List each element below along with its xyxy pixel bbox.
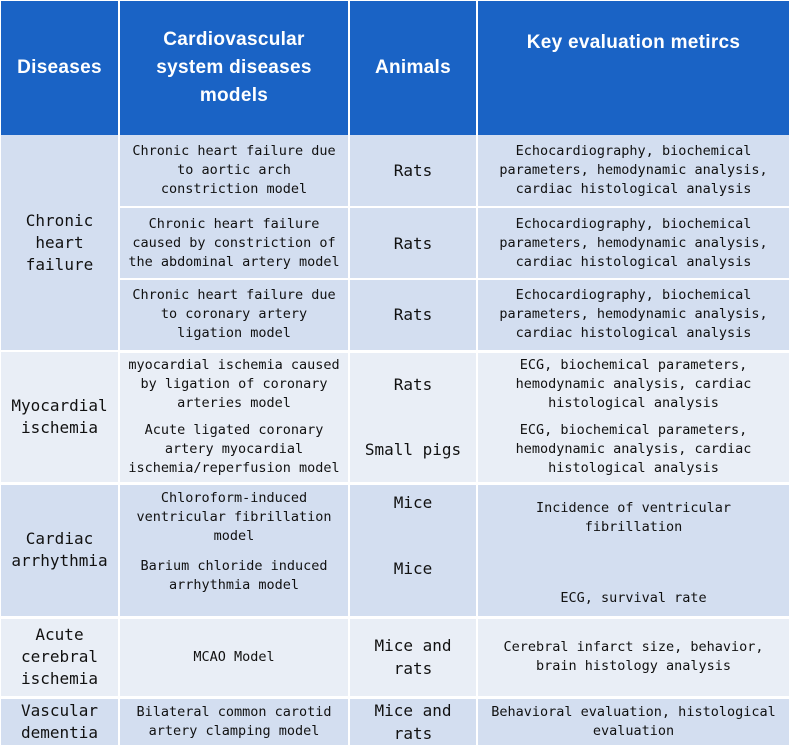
header-row	[1, 1, 789, 135]
metrics-cell: Cerebral infarct size, behavior, brain histology analysis	[477, 617, 789, 697]
header-diseases: Diseases	[1, 1, 119, 135]
table-row	[1, 417, 789, 483]
table-row	[1, 351, 789, 417]
animal-cell: Rats	[349, 135, 477, 207]
table-row	[1, 483, 789, 551]
disease-cell: Acute cerebral ischemia	[1, 617, 119, 697]
model-cell: Chronic heart failure caused by constriction of the abdominal artery model	[119, 207, 349, 279]
models-table	[1, 1, 789, 745]
metrics-cell: Echocardiography, biochemical parameters, hemodynamic analysis, cardiac histological analysis	[477, 135, 789, 207]
model-cell: Chloroform-induced ventricular fibrillation model	[119, 483, 349, 551]
model-cell: Acute ligated coronary artery myocardial ischemia/reperfusion model	[119, 417, 349, 483]
metrics-cell: ECG, biochemical parameters, hemodynamic analysis, cardiac histological analysis	[477, 417, 789, 483]
model-cell: Barium chloride induced arrhythmia model	[119, 551, 349, 617]
table-row	[1, 135, 789, 207]
animal-cell: Small pigs	[349, 417, 477, 483]
metrics-cell: Echocardiography, biochemical parameters, hemodynamic analysis, cardiac histological analysis	[477, 207, 789, 279]
animal-cell: Rats	[349, 279, 477, 351]
model-cell: MCAO Model	[119, 617, 349, 697]
disease-cell: Chronic heart failure	[1, 135, 119, 351]
disease-cell: Vascular dementia	[1, 697, 119, 745]
header-models: Cardiovascular system diseases models	[119, 1, 349, 135]
header-metrics: Key evaluation metircs	[477, 1, 789, 135]
table-row	[1, 279, 789, 351]
model-cell: Chronic heart failure due to coronary artery ligation model	[119, 279, 349, 351]
table-row	[1, 617, 789, 697]
model-cell: myocardial ischemia caused by ligation of coronary arteries model	[119, 351, 349, 417]
animal-cell: Rats	[349, 351, 477, 417]
animal-cell: Mice and rats	[349, 617, 477, 697]
metrics-cell: Incidence of ventricular fibrillation	[477, 483, 789, 551]
disease-cell: Cardiac arrhythmia	[1, 483, 119, 617]
model-cell: Chronic heart failure due to aortic arch constriction model	[119, 135, 349, 207]
animal-cell: Mice	[349, 551, 477, 617]
metrics-cell: Echocardiography, biochemical parameters, hemodynamic analysis, cardiac histological analysis	[477, 279, 789, 351]
metrics-cell: Behavioral evaluation, histological evaluation	[477, 697, 789, 745]
disease-cell: Myocardial ischemia	[1, 351, 119, 483]
metrics-cell: ECG, biochemical parameters, hemodynamic analysis, cardiac histological analysis	[477, 351, 789, 417]
metrics-cell: ECG, survival rate	[477, 551, 789, 617]
model-cell: Bilateral common carotid artery clamping model	[119, 697, 349, 745]
animal-cell: Mice	[349, 483, 477, 551]
animal-cell: Rats	[349, 207, 477, 279]
header-animals: Animals	[349, 1, 477, 135]
animal-cell: Mice and rats	[349, 697, 477, 745]
table-row	[1, 207, 789, 279]
table-row	[1, 551, 789, 617]
table-row	[1, 697, 789, 745]
